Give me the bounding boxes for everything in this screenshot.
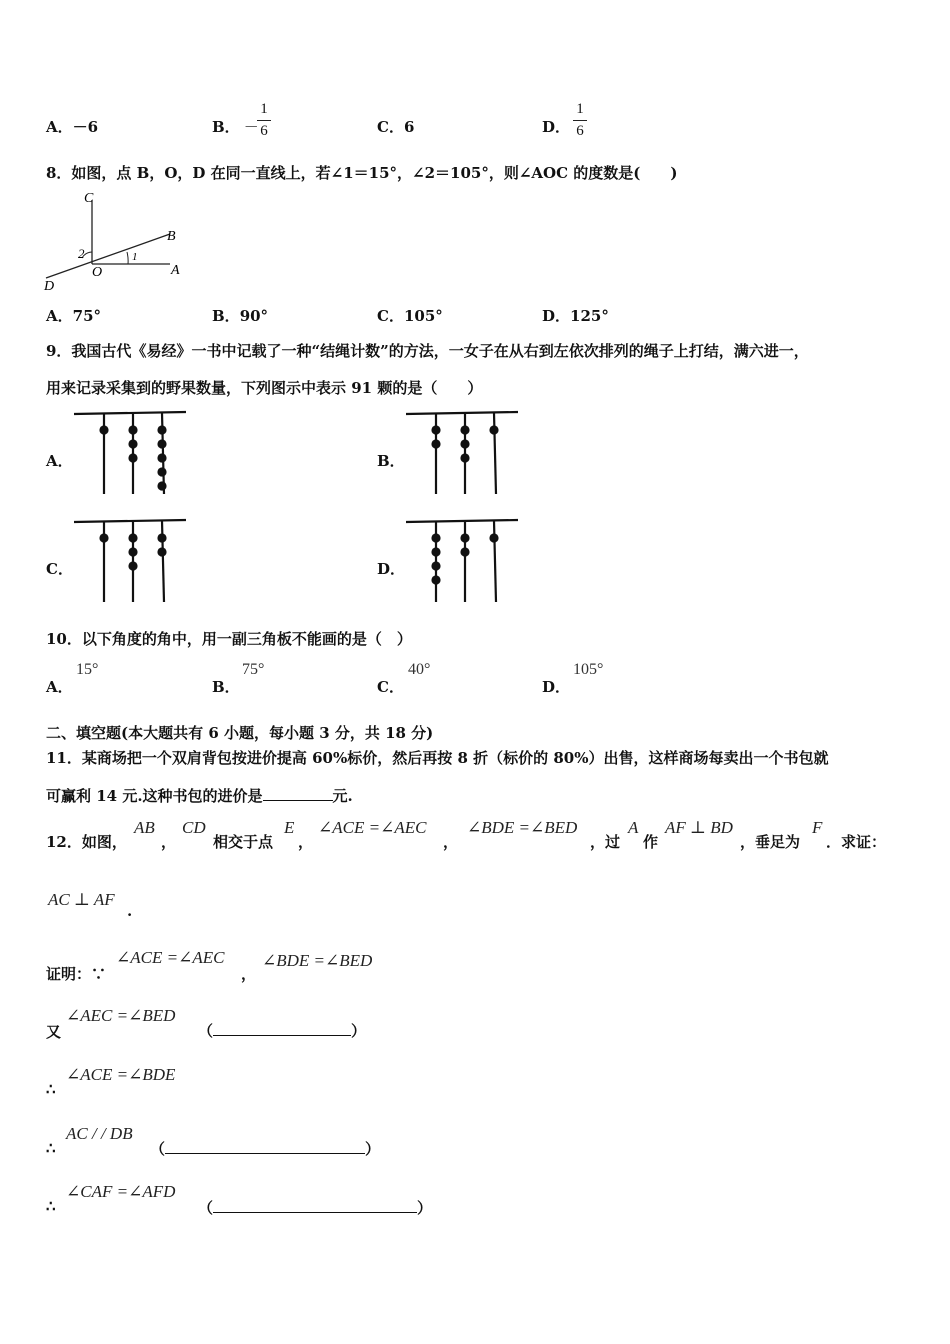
fig-label-b: B [167,229,176,244]
q10-option-b-value: 75° [242,661,265,678]
rope-bar [74,520,186,522]
q9-option-a-label: A． [46,452,73,470]
q11-stem-line1: 11．某商场把一个双肩背包按进价提高 60%标价，然后再按 8 折（标价的 80%）出售，这样商场每卖出一个书包就 [46,749,829,767]
proof-line2-blank[interactable] [213,1021,351,1036]
q12-point-f: F [812,818,823,837]
q12-eq1: ∠ACE =∠AEC [318,818,427,837]
rope-knot [128,533,137,542]
rope-knot [157,425,166,434]
proof-line3-eq: ∠ACE =∠BDE [66,1065,176,1084]
q7-option-a: A．－6 [46,118,99,136]
q10-option-d-label: D． [542,678,571,696]
fig-label-2: 2 [78,246,85,261]
rope-knot [460,439,469,448]
rope-knot [431,425,440,434]
rope-knot [128,547,137,556]
q12-comma3: ， [443,833,459,851]
q12-foot-text: ，垂足为 [740,833,801,851]
rope-knot [431,561,440,570]
rope-knot [460,425,469,434]
rope-knot [128,425,137,434]
q8-option-d: D．125° [542,307,609,325]
q9-stem-line2: 用来记录采集到的野果数量，下列图示中表示 91 颗的是（ ） [46,379,483,397]
q12-prefix: 12．如图， [46,833,127,851]
q12-cd: CD [182,818,206,837]
proof-line1-eq2: ∠BDE =∠BED [262,951,373,970]
q7-option-d-label: D． [542,118,571,136]
q12-goal-dot: . [127,902,133,920]
proof-line4-reason: （ ） [150,1140,381,1158]
fig-label-d: D [44,279,55,294]
rope-knot [460,453,469,462]
rope-knot [157,547,166,556]
q11-answer-blank[interactable] [263,786,333,801]
fig-label-c: C [84,191,94,206]
proof-line1-eq1: ∠ACE =∠AEC [116,948,225,967]
q9-option-a-figure [70,408,200,500]
q10-option-c-value: 40° [408,661,431,678]
q10-option-c-label: C． [377,678,404,696]
q12-comma1: ， [161,833,177,851]
q9-option-c-label: C． [46,560,73,578]
proof-line4-eq: AC / / DB [66,1124,133,1143]
rope-knot [157,453,166,462]
rope-knot [460,547,469,556]
proof-line3-prefix: ∴ [46,1080,56,1098]
rope-knot [157,481,166,490]
fig-label-a: A [171,263,180,278]
rope-knot [128,439,137,448]
q12-goal: AC ⊥ AF [48,890,115,909]
rope-knot [431,439,440,448]
q7-option-b-fraction: 1 6 [257,101,271,140]
q12-prove-text: ．求证： [826,833,887,851]
q10-stem: 10．以下角度的角中，用一副三角板不能画的是（ ） [46,630,412,648]
rope-knot [431,575,440,584]
q9-option-d-figure [402,516,532,608]
q10-option-d-value: 105° [573,661,604,678]
q10-option-a-label: A． [46,678,73,696]
q10-option-b-label: B． [212,678,240,696]
rope-strand [162,521,164,602]
fig-label-1: 1 [132,251,138,263]
q10-option-a-value: 15° [76,661,99,678]
rope-knot [99,425,108,434]
q9-option-b-label: B． [377,452,405,470]
q8-option-b: B．90° [212,307,269,325]
rope-knot [157,533,166,542]
section-heading: 二、填空题(本大题共有 6 小题，每小题 3 分，共 18 分) [46,724,434,742]
proof-line2-reason: （ ） [198,1022,367,1040]
q8-stem: 8．如图，点 B，O，D 在同一直线上，若∠1＝15°，∠2＝105°，则∠AOC 的度数是( ) [46,164,678,182]
proof-line4-prefix: ∴ [46,1139,56,1157]
q8-option-c: C．105° [377,307,443,325]
rope-bar [406,520,518,522]
proof-line5-blank[interactable] [213,1198,417,1213]
q12-comma2: ， [298,833,314,851]
q12-through-text: ，过 [590,833,621,851]
rope-knot [99,533,108,542]
q12-intersect-text: 相交于点 [213,833,274,851]
rope-knot [489,533,498,542]
proof-line1-comma: ， [241,965,257,983]
rope-strand [494,521,496,602]
rope-strand [494,413,496,494]
rope-knot [157,467,166,476]
rope-knot [128,561,137,570]
q12-perp: AF ⊥ BD [665,818,733,837]
proof-line5-prefix: ∴ [46,1197,56,1215]
rope-bar [406,412,518,414]
rope-bar [74,412,186,414]
proof-line4-blank[interactable] [165,1139,365,1154]
q12-make-text: 作 [643,833,659,851]
q9-stem-line1: 9．我国古代《易经》一书中记载了一种“结绳计数”的方法，一女子在从右到左依次排列的绳子上打结，满六进一， [46,342,809,360]
q8-figure [40,186,190,294]
q7-option-d-fraction: 1 6 [573,101,587,140]
proof-line2-eq: ∠AEC =∠BED [66,1006,176,1025]
q12-ab: AB [134,818,155,837]
rope-knot [489,425,498,434]
q12-point-e: E [284,818,295,837]
rope-knot [157,439,166,448]
proof-line5-eq: ∠CAF =∠AFD [66,1182,176,1201]
q9-option-d-label: D． [377,560,406,578]
proof-line1-prefix: 证明：∵ [46,965,107,983]
q12-eq2: ∠BDE =∠BED [467,818,578,837]
rope-knot [431,547,440,556]
fig-label-o: O [92,265,103,280]
rope-knot [128,453,137,462]
rope-knot [460,533,469,542]
q8-option-a: A．75° [46,307,102,325]
q7-option-c: C．6 [377,118,415,136]
q12-point-a: A [628,818,639,837]
proof-line2-prefix: 又 [46,1023,62,1041]
proof-line5-reason: （ ） [198,1199,433,1217]
q9-option-c-figure [70,516,200,608]
q7-option-b-label: B． － [212,118,259,136]
q9-option-b-figure [402,408,532,500]
q11-stem-line2: 可赢利 14 元.这种书包的进价是 元. [46,787,353,805]
rope-knot [431,533,440,542]
